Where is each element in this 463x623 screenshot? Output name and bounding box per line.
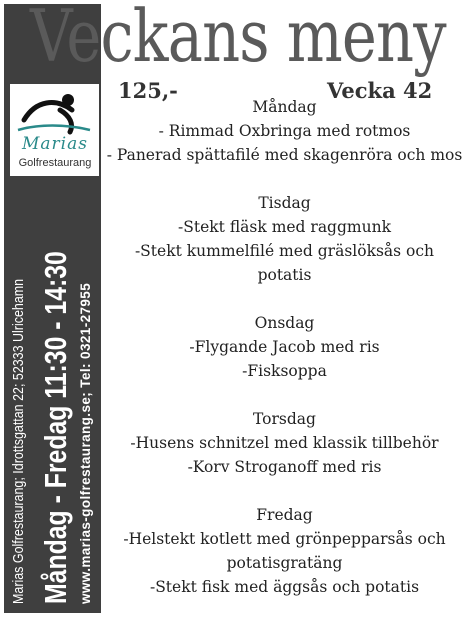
dish: -Stekt fläsk med raggmunk	[178, 218, 391, 236]
week-number: Vecka 42	[327, 78, 433, 103]
dish: -Stekt fisk med äggsås och potatis	[149, 578, 420, 596]
day-name: Fredag	[256, 506, 313, 524]
day-name: Torsdag	[253, 410, 316, 428]
dish: - Panerad spättafilé med skagenröra och mos	[106, 146, 463, 164]
day-name: Måndag	[252, 98, 317, 116]
logo-subtitle: Golfrestaurang	[18, 157, 92, 169]
website-phone: www.marias-golfrestaurang.se; Tel: 0321-27955	[78, 282, 93, 604]
menu-day-monday	[106, 95, 463, 167]
menu-day-tuesday	[106, 191, 463, 287]
day-name: Tisdag	[258, 194, 311, 212]
dish: -Fisksoppa	[242, 362, 327, 380]
dish: -Stekt kummelfilé med gräslöksås och potatis	[134, 242, 435, 284]
menu-day-thursday	[106, 407, 463, 479]
dish: -Helstekt kotlett med grönpepparsås och potatisgratäng	[123, 530, 446, 572]
day-name: Onsdag	[254, 314, 315, 332]
page-title: Veckans meny	[30, 0, 446, 78]
logo-name: Marias	[22, 134, 88, 154]
opening-hours: Måndag - Fredag 11:30 - 14:30	[38, 251, 73, 605]
dish: -Husens schnitzel med klassik tillbehör	[130, 434, 439, 452]
logo	[10, 84, 99, 176]
menu-day-friday	[106, 503, 463, 599]
golfer-logo-icon	[14, 90, 95, 136]
weekly-menu	[106, 95, 463, 623]
menu-day-wednesday	[106, 311, 463, 383]
price: 125,-	[118, 78, 178, 103]
dish: -Flygande Jacob med ris	[189, 338, 380, 356]
dish: - Rimmad Oxbringa med rotmos	[158, 122, 411, 140]
address-text: Marias Golfrestaurang; Idrottsgattan 22; 52333 Ulricehamn	[11, 278, 27, 604]
dish: -Korv Stroganoff med ris	[187, 458, 382, 476]
